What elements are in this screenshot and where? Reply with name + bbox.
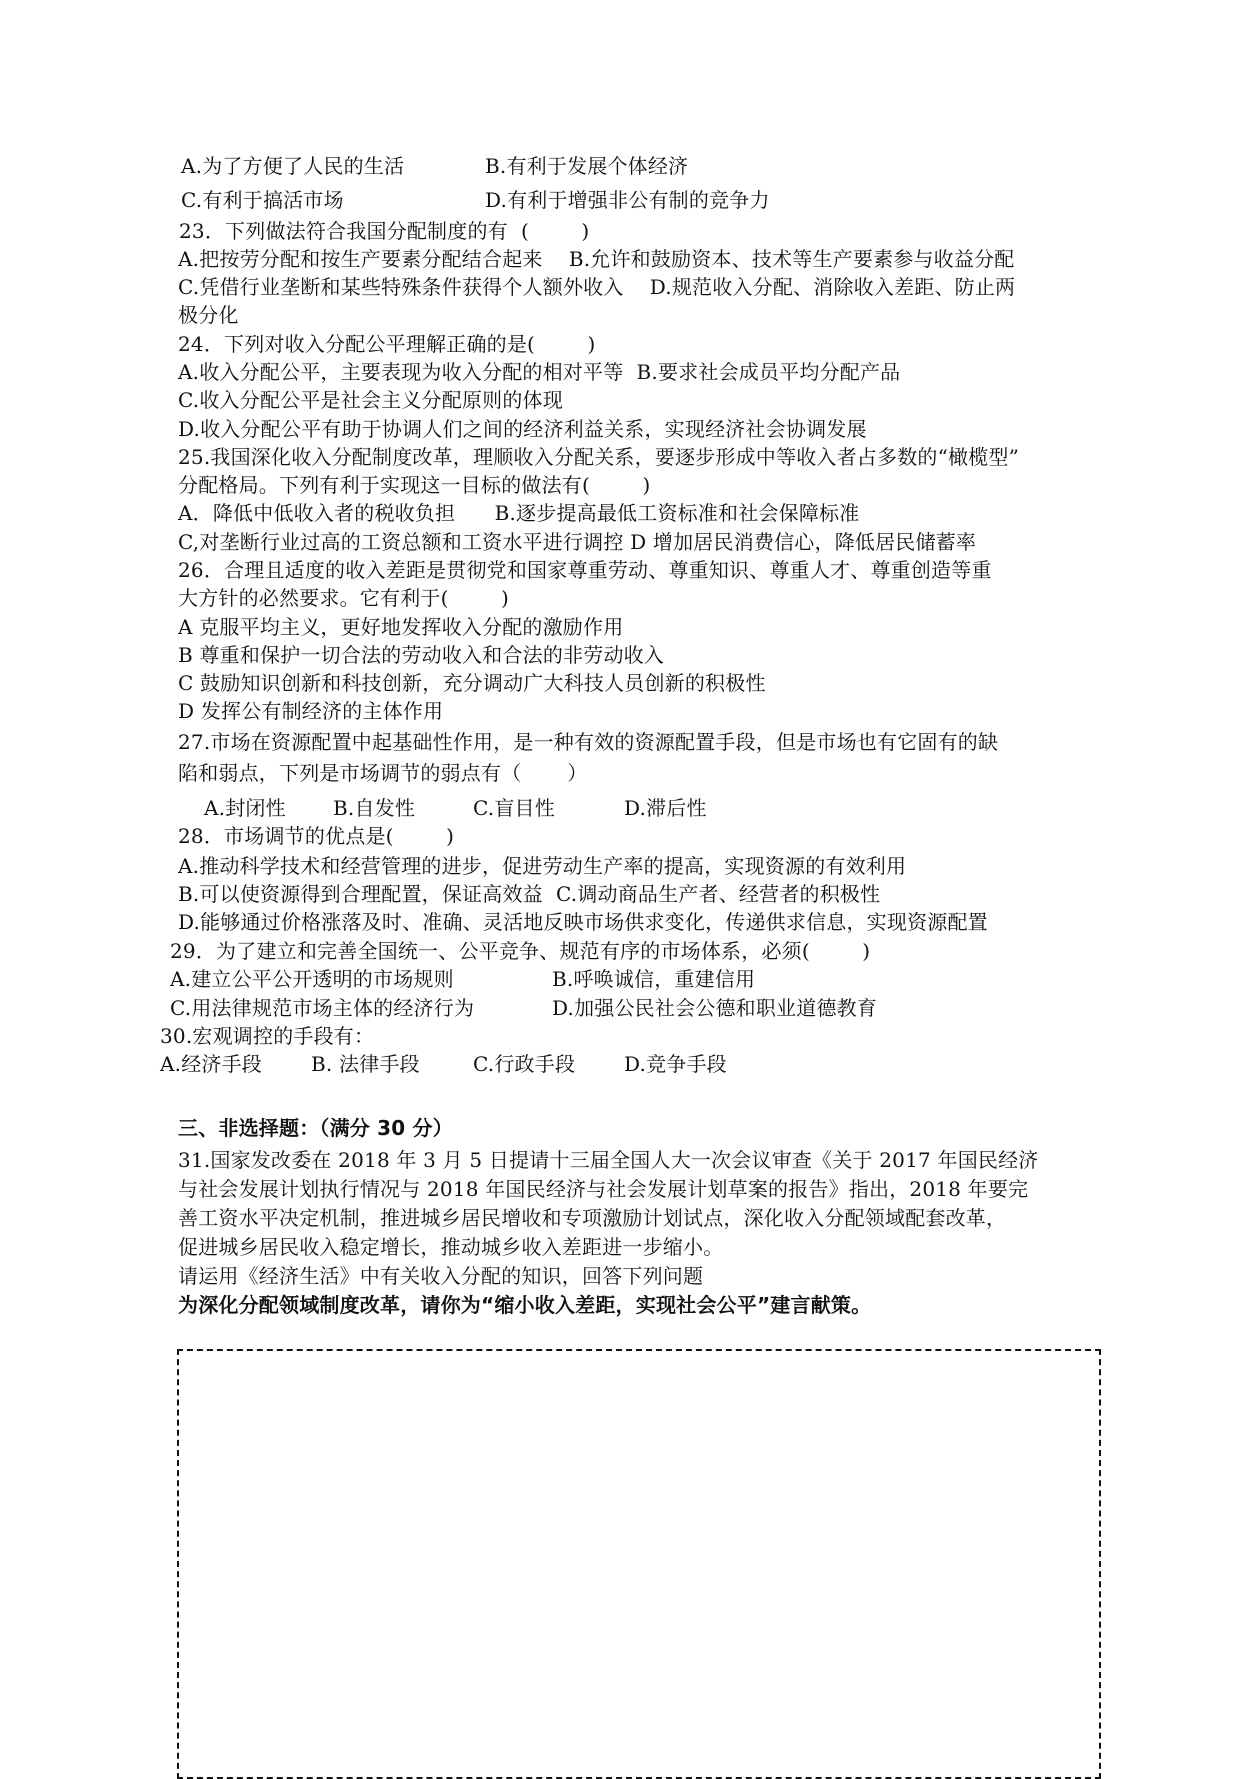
q26-option-c: C 鼓励知识创新和科技创新，充分调动广大科技人员创新的积极性 xyxy=(178,671,766,695)
q28-line-1: A.推动科学技术和经营管理的进步，促进劳动生产率的提高，实现资源的有效利用 xyxy=(178,854,907,878)
q27-option-b: B.自发性 xyxy=(333,796,416,820)
q26-stem-1: 26．合理且适度的收入差距是贯彻党和国家尊重劳动、尊重知识、尊重人才、尊重创造等重 xyxy=(178,558,992,582)
q26-option-a: A 克服平均主义，更好地发挥收入分配的激励作用 xyxy=(178,615,624,639)
q27-stem-1: 27.市场在资源配置中起基础性作用，是一种有效的资源配置手段，但是市场也有它固有的缺 xyxy=(178,730,999,754)
q26-option-b: B 尊重和保护一切合法的劳动收入和合法的非劳动收入 xyxy=(178,643,665,667)
q31-line-1: 31.国家发改委在 2018 年 3 月 5 日提请十三届全国人大一次会议审查《关于 2017 年国民经济 xyxy=(178,1148,1039,1172)
q30-option-c: C.行政手段 xyxy=(473,1052,576,1076)
q24-stem: 24．下列对收入分配公平理解正确的是( ) xyxy=(178,332,596,356)
q31-line-2: 与社会发展计划执行情况与 2018 年国民经济与社会发展计划草案的报告》指出，2018 年要完 xyxy=(178,1177,1029,1201)
q25-line-1: A．降低中低收入者的税收负担 B.逐步提高最低工资标准和社会保障标准 xyxy=(178,501,860,525)
q29-option-b: B.呼唤诚信，重建信用 xyxy=(552,967,756,991)
section-3-heading: 三、非选择题：（满分 30 分） xyxy=(178,1116,453,1140)
q30-option-b: B. 法律手段 xyxy=(311,1052,420,1076)
q29-option-d: D.加强公民社会公德和职业道德教育 xyxy=(552,996,878,1020)
q22-option-c: C.有利于搞活市场 xyxy=(181,188,344,212)
q22-option-b: B.有利于发展个体经济 xyxy=(485,154,689,178)
q25-stem-1: 25.我国深化收入分配制度改革，理顺收入分配关系，要逐步形成中等收入者占多数的“橄榄型” xyxy=(178,445,1020,469)
q30-option-d: D.竞争手段 xyxy=(624,1052,727,1076)
q24-line-1: A.收入分配公平，主要表现为收入分配的相对平等 B.要求社会成员平均分配产品 xyxy=(178,360,901,384)
answer-box[interactable] xyxy=(177,1349,1101,1779)
q30-option-a: A.经济手段 xyxy=(160,1052,263,1076)
q22-option-d: D.有利于增强非公有制的竞争力 xyxy=(485,188,770,212)
q29-option-c: C.用法律规范市场主体的经济行为 xyxy=(170,996,475,1020)
q25-stem-2: 分配格局。下列有利于实现这一目标的做法有( ) xyxy=(178,473,651,497)
q28-line-3: D.能够通过价格涨落及时、准确、灵活地反映市场供求变化，传递供求信息，实现资源配置 xyxy=(178,910,988,934)
q22-option-a: A.为了方便了人民的生活 xyxy=(181,154,405,178)
q31-task: 为深化分配领域制度改革，请你为“缩小收入差距，实现社会公平”建言献策。 xyxy=(178,1293,872,1317)
q23-line-2: C.凭借行业垄断和某些特殊条件获得个人额外收入 D.规范收入分配、消除收入差距、防止两 xyxy=(178,275,1016,299)
q30-stem: 30.宏观调控的手段有： xyxy=(160,1024,375,1048)
q27-option-d: D.滞后性 xyxy=(624,796,707,820)
q25-line-2: C,对垄断行业过高的工资总额和工资水平进行调控 D 增加居民消费信心，降低居民储蓄率 xyxy=(178,530,977,554)
q27-stem-2: 陷和弱点，下列是市场调节的弱点有（ ） xyxy=(178,761,588,785)
q23-line-3: 极分化 xyxy=(178,303,239,327)
q23-line-1: A.把按劳分配和按生产要素分配结合起来 B.允许和鼓励资本、技术等生产要素参与收益分配 xyxy=(178,247,1015,271)
q31-line-5: 请运用《经济生活》中有关收入分配的知识，回答下列问题 xyxy=(178,1264,704,1288)
q24-line-2: C.收入分配公平是社会主义分配原则的体现 xyxy=(178,388,563,412)
q28-stem: 28．市场调节的优点是( ) xyxy=(178,824,455,848)
q26-stem-2: 大方针的必然要求。它有利于( ) xyxy=(178,586,510,610)
q31-line-4: 促进城乡居民收入稳定增长，推动城乡收入差距进一步缩小。 xyxy=(178,1235,724,1259)
q24-line-3: D.收入分配公平有助于协调人们之间的经济利益关系，实现经济社会协调发展 xyxy=(178,417,867,441)
q31-line-3: 善工资水平决定机制，推进城乡居民增收和专项激励计划试点，深化收入分配领域配套改革， xyxy=(178,1206,1007,1230)
q27-option-c: C.盲目性 xyxy=(473,796,555,820)
q27-option-a: A.封闭性 xyxy=(204,796,286,820)
q28-line-2: B.可以使资源得到合理配置，保证高效益 C.调动商品生产者、经营者的积极性 xyxy=(178,882,881,906)
q29-stem: 29．为了建立和完善全国统一、公平竞争、规范有序的市场体系，必须( ) xyxy=(170,939,871,963)
q26-option-d: D 发挥公有制经济的主体作用 xyxy=(178,699,444,723)
q29-option-a: A.建立公平公开透明的市场规则 xyxy=(170,967,454,991)
q23-stem: 23．下列做法符合我国分配制度的有 ( ) xyxy=(179,219,590,243)
